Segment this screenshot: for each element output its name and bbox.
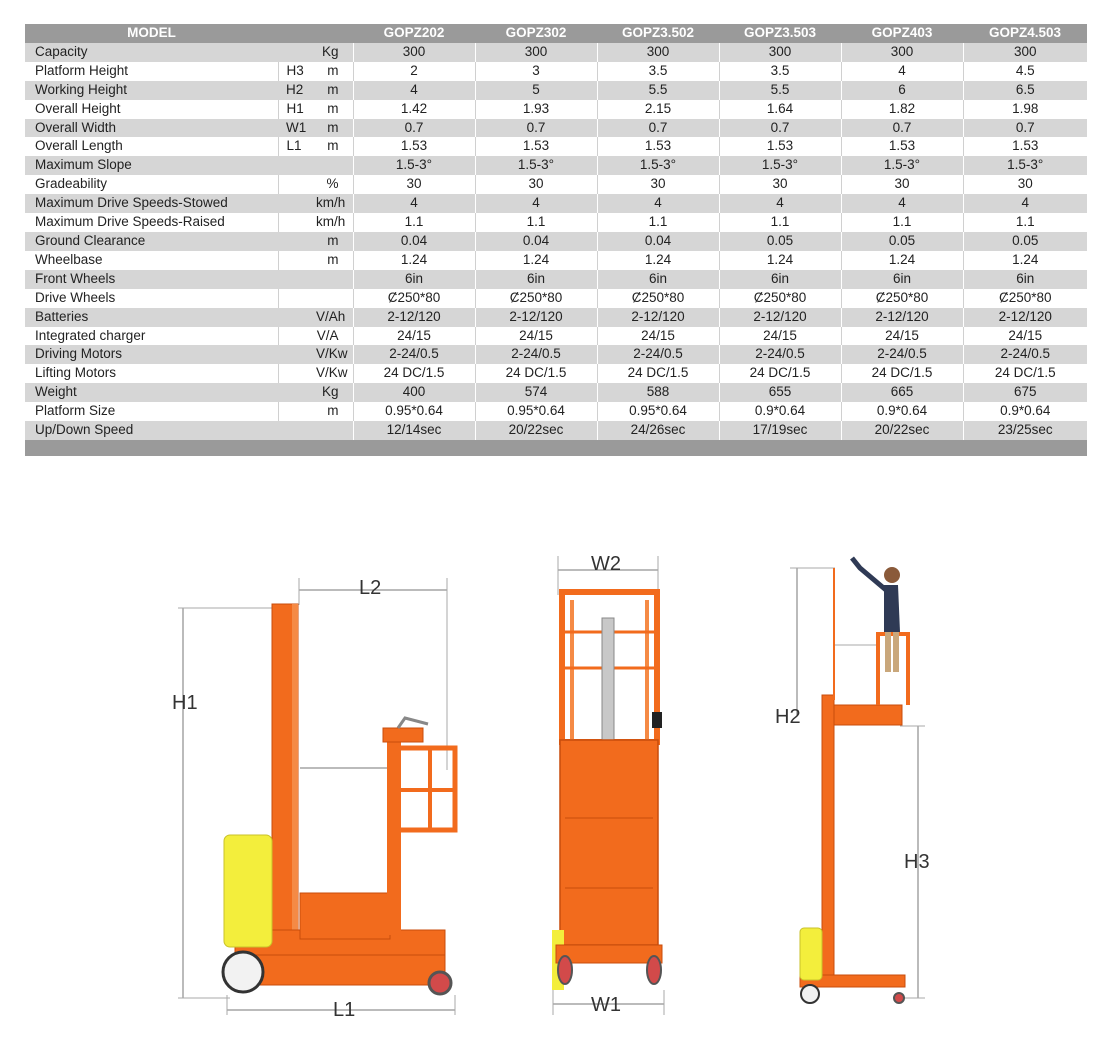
spec-value: Ȼ250*80	[963, 289, 1087, 308]
spec-value: 20/22sec	[841, 421, 963, 440]
spec-value: 300	[475, 43, 597, 62]
spec-unit: km/h	[316, 194, 353, 213]
spec-value: 6in	[841, 270, 963, 289]
spec-value: 1.1	[719, 213, 841, 232]
spec-value: 300	[353, 43, 475, 62]
spec-label: Drive Wheels	[25, 289, 278, 308]
spec-row	[25, 364, 1087, 383]
spec-value: 2-12/120	[963, 308, 1087, 327]
spec-value: 24/15	[475, 327, 597, 346]
spec-symbol	[278, 327, 316, 346]
dim-label-l2: L2	[359, 577, 382, 599]
spec-value: 2-24/0.5	[841, 345, 963, 364]
spec-symbol: L1	[278, 137, 316, 156]
spec-value: 1.5-3°	[475, 156, 597, 175]
spec-value: 0.7	[353, 119, 475, 138]
spec-label: Overall Length	[25, 137, 278, 156]
spec-value: 2-24/0.5	[963, 345, 1087, 364]
spec-value: 30	[719, 175, 841, 194]
spec-symbol	[278, 156, 316, 175]
spec-value: 300	[841, 43, 963, 62]
spec-value: 1.24	[353, 251, 475, 270]
spec-value: 1.1	[841, 213, 963, 232]
spec-symbol: W1	[278, 119, 316, 138]
spec-value: 4	[597, 194, 719, 213]
spec-value: 23/25sec	[963, 421, 1087, 440]
dim-label-h1: H1	[172, 692, 198, 714]
spec-value: 30	[841, 175, 963, 194]
spec-value: 1.53	[963, 137, 1087, 156]
spec-value: Ȼ250*80	[841, 289, 963, 308]
spec-unit: Kg	[316, 383, 353, 402]
spec-unit	[316, 270, 353, 289]
spec-row	[25, 308, 1087, 327]
spec-value: 1.64	[719, 100, 841, 119]
spec-value: 3.5	[719, 62, 841, 81]
spec-value: 4	[963, 194, 1087, 213]
spec-symbol	[278, 402, 316, 421]
spec-symbol: H1	[278, 100, 316, 119]
spec-row	[25, 81, 1087, 100]
spec-row	[25, 232, 1087, 251]
spec-value: 6in	[597, 270, 719, 289]
spec-value: 4.5	[963, 62, 1087, 81]
spec-row	[25, 421, 1087, 440]
spec-value: 1.5-3°	[963, 156, 1087, 175]
spec-unit: m	[316, 119, 353, 138]
spec-value: 0.04	[353, 232, 475, 251]
spec-value: Ȼ250*80	[353, 289, 475, 308]
spec-value: 1.1	[475, 213, 597, 232]
spec-label: Overall Width	[25, 119, 278, 138]
spec-value: 30	[963, 175, 1087, 194]
spec-value: 3.5	[597, 62, 719, 81]
spec-row	[25, 270, 1087, 289]
spec-value: 2-12/120	[475, 308, 597, 327]
spec-value: 0.04	[475, 232, 597, 251]
spec-value: 0.05	[841, 232, 963, 251]
spec-label: Wheelbase	[25, 251, 278, 270]
spec-unit: m	[316, 232, 353, 251]
spec-label: Lifting Motors	[25, 364, 278, 383]
spec-unit	[316, 289, 353, 308]
spec-value: 24 DC/1.5	[963, 364, 1087, 383]
dim-label-l1: L1	[333, 999, 356, 1021]
spec-value: 24 DC/1.5	[475, 364, 597, 383]
spec-label: Maximum Drive Speeds-Stowed	[25, 194, 278, 213]
spec-value: 0.05	[963, 232, 1087, 251]
spec-value: 6in	[353, 270, 475, 289]
spec-value: 12/14sec	[353, 421, 475, 440]
model-name: GOPZ403	[841, 24, 963, 43]
spec-label: Integrated charger	[25, 327, 278, 346]
spec-value: 300	[597, 43, 719, 62]
spec-value: 20/22sec	[475, 421, 597, 440]
spec-value: 300	[963, 43, 1087, 62]
spec-value: 4	[353, 194, 475, 213]
spec-value: 2-24/0.5	[475, 345, 597, 364]
spec-table	[25, 24, 1087, 456]
spec-value: 574	[475, 383, 597, 402]
spec-unit: m	[316, 402, 353, 421]
spec-row	[25, 251, 1087, 270]
spec-value: 675	[963, 383, 1087, 402]
spec-value: 30	[353, 175, 475, 194]
dim-label-w1: W1	[591, 994, 621, 1016]
spec-unit: V/A	[316, 327, 353, 346]
spec-label: Gradeability	[25, 175, 278, 194]
spec-value: 655	[719, 383, 841, 402]
spec-unit	[316, 156, 353, 175]
spec-value: 4	[353, 81, 475, 100]
model-name: GOPZ202	[353, 24, 475, 43]
spec-value: 0.9*0.64	[963, 402, 1087, 421]
spec-value: 1.24	[963, 251, 1087, 270]
spec-symbol	[278, 232, 316, 251]
spec-label: Ground Clearance	[25, 232, 278, 251]
spec-value: 30	[475, 175, 597, 194]
spec-value: 0.9*0.64	[719, 402, 841, 421]
spec-value: 6in	[475, 270, 597, 289]
spec-unit: m	[316, 251, 353, 270]
spec-value: 6in	[963, 270, 1087, 289]
spec-value: 0.95*0.64	[475, 402, 597, 421]
spec-label: Front Wheels	[25, 270, 278, 289]
spec-value: 24/15	[963, 327, 1087, 346]
spec-value: 1.24	[841, 251, 963, 270]
spec-value: 2-24/0.5	[353, 345, 475, 364]
spec-unit: km/h	[316, 213, 353, 232]
spec-value: 24 DC/1.5	[597, 364, 719, 383]
spec-label: Capacity	[25, 43, 278, 62]
spec-row	[25, 402, 1087, 421]
spec-value: 588	[597, 383, 719, 402]
spec-value: 1.98	[963, 100, 1087, 119]
spec-value: 2-12/120	[841, 308, 963, 327]
spec-value: 1.5-3°	[597, 156, 719, 175]
spec-value: 0.7	[475, 119, 597, 138]
spec-value: 0.04	[597, 232, 719, 251]
spec-value: 1.53	[719, 137, 841, 156]
spec-value: 5	[475, 81, 597, 100]
spec-value: 665	[841, 383, 963, 402]
spec-value: 1.53	[841, 137, 963, 156]
spec-value: 24 DC/1.5	[719, 364, 841, 383]
spec-value: 6in	[719, 270, 841, 289]
spec-symbol	[278, 270, 316, 289]
model-header-label: MODEL	[25, 24, 278, 43]
spec-unit: V/Kw	[316, 364, 353, 383]
spec-value: 0.7	[597, 119, 719, 138]
spec-value: 4	[719, 194, 841, 213]
spec-value: 400	[353, 383, 475, 402]
spec-value: 2-12/120	[353, 308, 475, 327]
spec-label: Batteries	[25, 308, 278, 327]
spec-value: 4	[841, 62, 963, 81]
spec-value: 24 DC/1.5	[841, 364, 963, 383]
spec-value: 1.24	[597, 251, 719, 270]
spec-unit: V/Ah	[316, 308, 353, 327]
spec-value: 4	[475, 194, 597, 213]
spec-value: 6.5	[963, 81, 1087, 100]
dim-label-h3: H3	[904, 851, 930, 873]
spec-value: 0.95*0.64	[353, 402, 475, 421]
spec-symbol	[278, 345, 316, 364]
spec-value: 4	[841, 194, 963, 213]
spec-value: Ȼ250*80	[475, 289, 597, 308]
spec-value: 24/15	[597, 327, 719, 346]
spec-row	[25, 383, 1087, 402]
model-name: GOPZ3.503	[719, 24, 841, 43]
spec-value: 2	[353, 62, 475, 81]
spec-value: 1.53	[353, 137, 475, 156]
spec-value: 1.24	[719, 251, 841, 270]
spec-value: 24 DC/1.5	[353, 364, 475, 383]
spec-unit: m	[316, 81, 353, 100]
spec-row	[25, 194, 1087, 213]
spec-symbol	[278, 364, 316, 383]
spec-symbol	[278, 43, 316, 62]
spec-value: 2-12/120	[597, 308, 719, 327]
spec-value: 24/26sec	[597, 421, 719, 440]
spec-row	[25, 100, 1087, 119]
spec-symbol	[278, 194, 316, 213]
spec-symbol	[278, 175, 316, 194]
spec-row	[25, 137, 1087, 156]
spec-label: Weight	[25, 383, 278, 402]
spec-value: 3	[475, 62, 597, 81]
spec-row	[25, 345, 1087, 364]
spec-value: 1.53	[597, 137, 719, 156]
spec-symbol: H3	[278, 62, 316, 81]
dim-label-h2: H2	[775, 706, 801, 728]
spec-symbol	[278, 213, 316, 232]
model-name: GOPZ3.502	[597, 24, 719, 43]
spec-symbol	[278, 383, 316, 402]
spec-row	[25, 156, 1087, 175]
spec-unit: m	[316, 62, 353, 81]
spec-label: Overall Height	[25, 100, 278, 119]
spec-label: Platform Size	[25, 402, 278, 421]
spec-row	[25, 213, 1087, 232]
spec-value: 5.5	[719, 81, 841, 100]
spec-unit: V/Kw	[316, 345, 353, 364]
spec-value: 5.5	[597, 81, 719, 100]
spec-value: 24/15	[719, 327, 841, 346]
spec-value: 24/15	[353, 327, 475, 346]
side-view-diagram	[178, 578, 455, 1015]
spec-value: 1.5-3°	[841, 156, 963, 175]
spec-value: 300	[719, 43, 841, 62]
spec-value: Ȼ250*80	[719, 289, 841, 308]
spec-label: Platform Height	[25, 62, 278, 81]
spec-value: 1.82	[841, 100, 963, 119]
spec-label: Driving Motors	[25, 345, 278, 364]
spec-label: Working Height	[25, 81, 278, 100]
spec-value: 1.24	[475, 251, 597, 270]
spec-value: 1.53	[475, 137, 597, 156]
spec-value: 2-12/120	[719, 308, 841, 327]
spec-value: 1.93	[475, 100, 597, 119]
spec-value: 0.9*0.64	[841, 402, 963, 421]
spec-row	[25, 327, 1087, 346]
spec-unit: m	[316, 100, 353, 119]
spec-row	[25, 119, 1087, 138]
spec-label: Up/Down Speed	[25, 421, 278, 440]
spec-row	[25, 289, 1087, 308]
dim-label-w2: W2	[591, 553, 621, 575]
spec-symbol	[278, 289, 316, 308]
spec-label: Maximum Drive Speeds-Raised	[25, 213, 278, 232]
spec-value: 0.05	[719, 232, 841, 251]
spec-value: 2.15	[597, 100, 719, 119]
model-name: GOPZ4.503	[963, 24, 1087, 43]
spec-row	[25, 175, 1087, 194]
spec-value: Ȼ250*80	[597, 289, 719, 308]
spec-unit: %	[316, 175, 353, 194]
spec-symbol	[278, 308, 316, 327]
spec-value: 0.7	[841, 119, 963, 138]
spec-value: 0.7	[963, 119, 1087, 138]
spec-label: Maximum Slope	[25, 156, 278, 175]
spec-value: 1.1	[963, 213, 1087, 232]
spec-table-body	[25, 43, 1087, 456]
spec-value: 2-24/0.5	[597, 345, 719, 364]
spec-value: 1.5-3°	[719, 156, 841, 175]
table-footer-bar	[25, 440, 1087, 456]
spec-value: 2-24/0.5	[719, 345, 841, 364]
spec-value: 24/15	[841, 327, 963, 346]
spec-unit: m	[316, 137, 353, 156]
spec-symbol	[278, 251, 316, 270]
spec-value: 0.7	[719, 119, 841, 138]
spec-unit: Kg	[316, 43, 353, 62]
spec-value: 1.1	[353, 213, 475, 232]
front-view-diagram	[552, 556, 664, 1015]
spec-symbol: H2	[278, 81, 316, 100]
raised-view-diagram	[790, 558, 925, 1003]
spec-value: 1.5-3°	[353, 156, 475, 175]
header-row	[25, 24, 1087, 43]
spec-value: 30	[597, 175, 719, 194]
spec-value: 17/19sec	[719, 421, 841, 440]
spec-row	[25, 62, 1087, 81]
spec-row	[25, 43, 1087, 62]
model-name: GOPZ302	[475, 24, 597, 43]
spec-value: 6	[841, 81, 963, 100]
spec-symbol	[278, 421, 316, 440]
spec-unit	[316, 421, 353, 440]
spec-value: 1.1	[597, 213, 719, 232]
spec-value: 0.95*0.64	[597, 402, 719, 421]
spec-value: 1.42	[353, 100, 475, 119]
